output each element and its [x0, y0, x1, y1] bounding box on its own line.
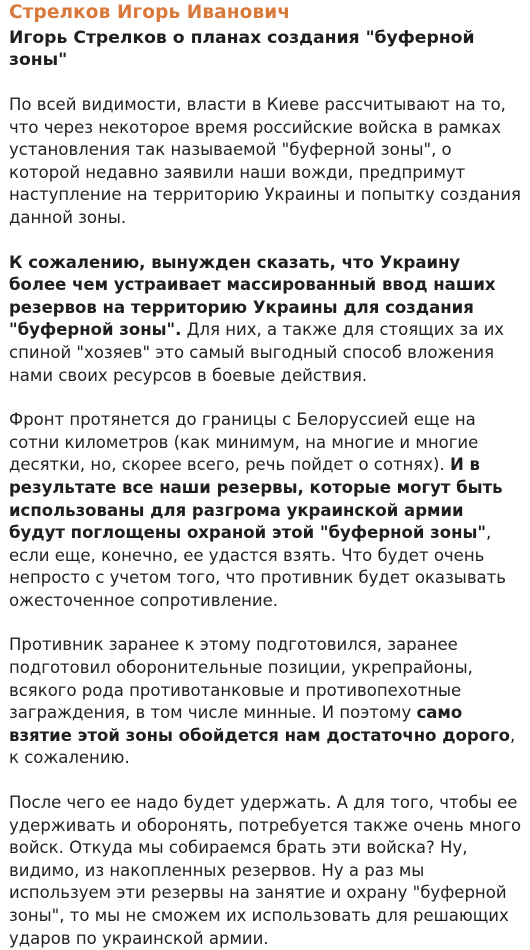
body-text: , к сожалению.: [9, 725, 516, 768]
body-text: , если еще, конечно, ее удастся взять. Что будет очень непросто с учетом того, что противник будет оказывать ожесточенное сопротивление.: [9, 523, 506, 610]
body-text: Фронт протянется до границы с Белоруссией еще на сотни километров (как минимум, на многие и многие десятки, но, скорее всего, речь пойдет о сотнях).: [9, 410, 479, 475]
post-paragraph-1: По всей видимости, власти в Киеве рассчитывают на то, что через некоторое время российские войска в рамках установления так называемой "буферной зоны", о которой недавно заявили наши вожди, предпримут наступление на территорию Украины и попытку создания данной зоны.: [9, 95, 521, 227]
post-paragraph-2: [9, 252, 522, 388]
post-paragraph-3: [9, 409, 522, 612]
emphasis-text: И в результате все наши резервы, которые могут быть использованы для разгрома украинской армии будут поглощены охраной этой "буферной зоны": [9, 455, 503, 543]
post-paragraph-4: [9, 634, 522, 770]
body-text: Для них, а также для стоящих за их спиной "хозяев" это самый выгодный способ вложения нами своих ресурсов в боевые действия.: [9, 320, 505, 385]
emphasis-text: К сожалению, вынужден сказать, что Украину более чем устраивает массированный ввод наших резервов на территорию Украины для создания "буферной зоны".: [9, 252, 496, 340]
post-author-name[interactable]: Стрелков Игорь Иванович: [9, 2, 291, 23]
post-title: Игорь Стрелков о планах создания "буферной зоны": [9, 28, 475, 70]
post-paragraph-5: После чего ее надо будет удержать. А для того, чтобы ее удерживать и оборонять, потребуется также очень много войск. Откуда мы собираемся брать эти войска? Ну, видимо, из накопленных резервов. Ну а раз мы используем эти резервы на занятие и охрану "буферной зоны", то мы не сможем их использовать для решающих ударов по украинской армии.: [9, 793, 522, 948]
body-text: Противник заранее к этому подготовился, заранее подготовил оборонительные позиции, укрепрайоны, всякого рода противотанковые и противопехотные заграждения, в том числе минные. И поэтому: [9, 635, 473, 723]
emphasis-text: само взятие этой зоны обойдется нам достаточно дорого: [9, 703, 510, 745]
